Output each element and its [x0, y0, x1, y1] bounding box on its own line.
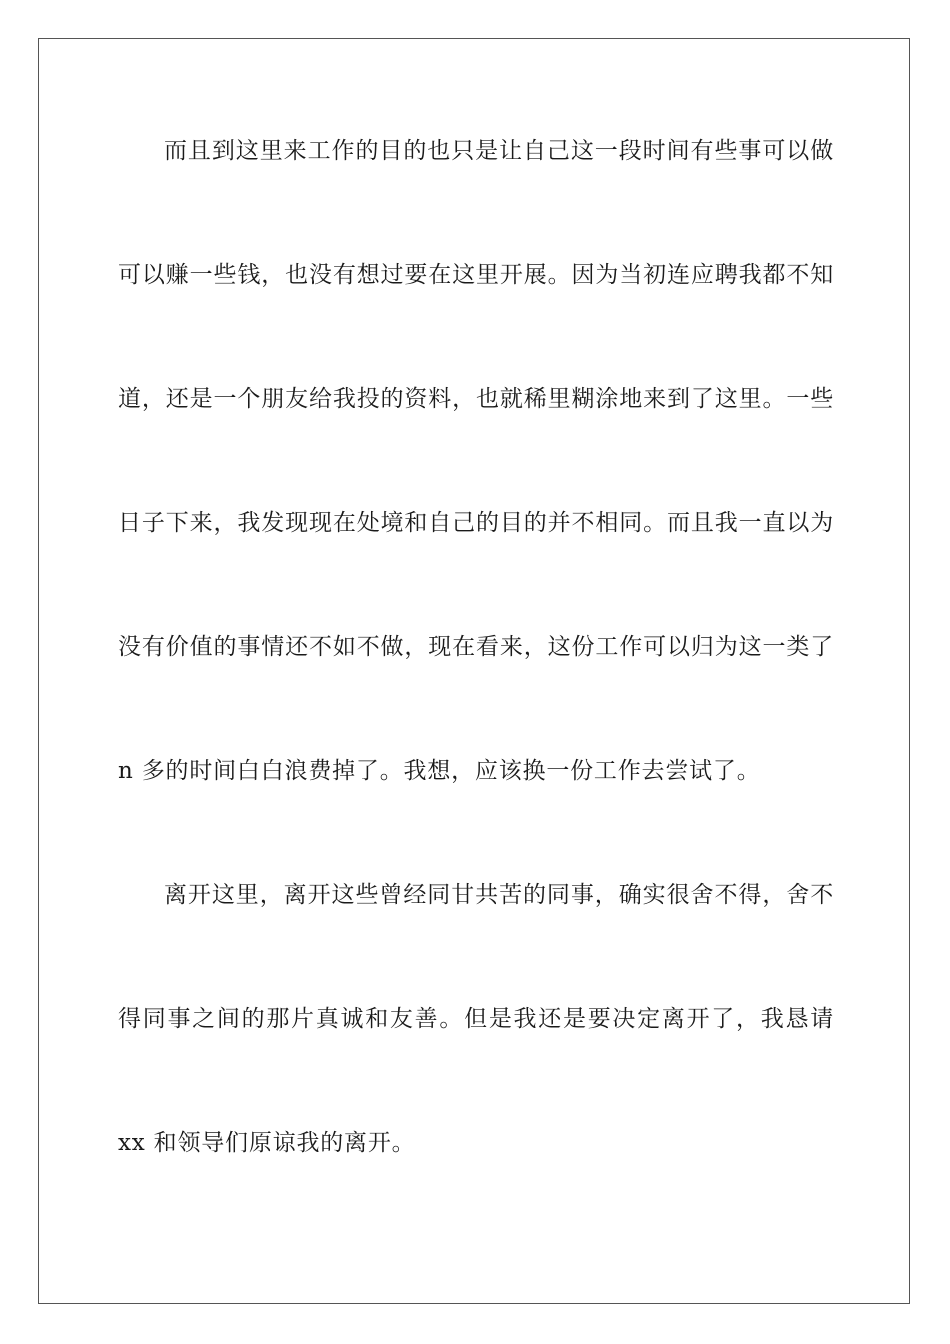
page-border: [38, 38, 910, 1304]
paragraph-1-line-6: n 多的时间白白浪费掉了。我想，应该换一份工作去尝试了。: [118, 758, 761, 784]
paragraph-1-line-5: 没有价值的事情还不如不做，现在看来，这份工作可以归为这一类了: [118, 634, 834, 660]
paragraph-2-line-3: xx 和领导们原谅我的离开。: [118, 1130, 416, 1156]
paragraph-2-line-2: 得同事之间的那片真诚和友善。但是我还是要决定离开了，我恳请: [118, 1006, 834, 1032]
paragraph-1-line-3: 道，还是一个朋友给我投的资料，也就稀里糊涂地来到了这里。一些: [118, 386, 834, 412]
paragraph-1-line-1: 而且到这里来工作的目的也只是让自己这一段时间有些事可以做: [164, 138, 834, 164]
paragraph-2-line-1: 离开这里，离开这些曾经同甘共苦的同事，确实很舍不得，舍不: [164, 882, 834, 908]
paragraph-1-line-2: 可以赚一些钱，也没有想过要在这里开展。因为当初连应聘我都不知: [118, 262, 834, 288]
paragraph-1-line-4: 日子下来，我发现现在处境和自己的目的并不相同。而且我一直以为: [118, 510, 834, 536]
